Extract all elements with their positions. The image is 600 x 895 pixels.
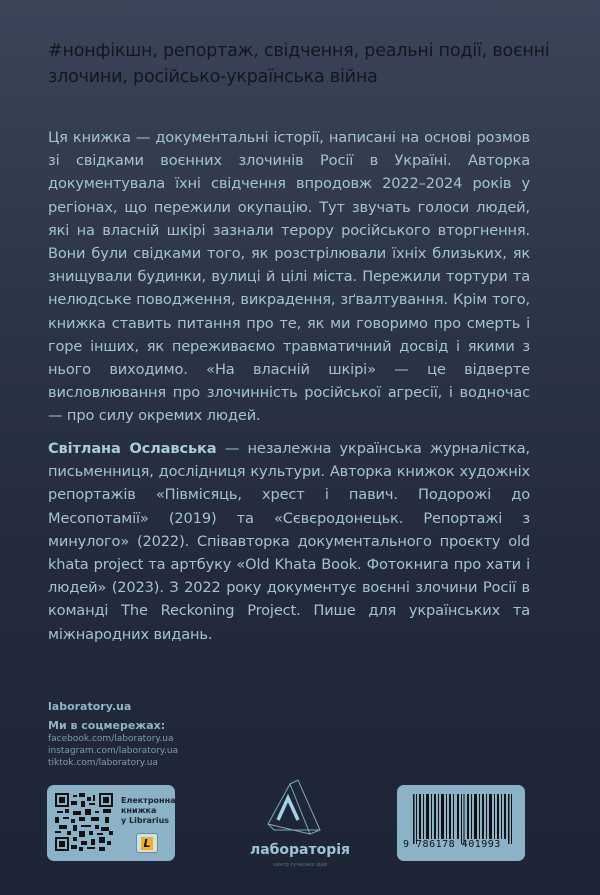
author-bio xyxy=(48,437,530,646)
publisher-tagline: центр сучасних ідей xyxy=(272,862,328,868)
publisher-name: лабораторія xyxy=(249,842,351,858)
genre-tags: #нонфікшн, репортаж, свідчення, реальні події, воєнні злочини, російсько-українська війна xyxy=(48,41,550,87)
librarius-ebook-label xyxy=(47,785,175,861)
triangle-lambda-icon xyxy=(240,770,360,840)
isbn-number: 9 786178 401993 xyxy=(403,839,501,850)
book-annotation: Ця книжка — документальні історії, написані на основі розмов зі свідками воєнних злочинів Росії в Україні. Авторка документувала їхні свідчення впродовж 2022–2024 років у регіонах, що пережили окупацію. Тут звучать голоси людей, які на власній шкірі зазнали терору російського вторгнення. Вони були свідками того, як розстрілювали їхніх близьких, як знищували будинки, вулиці й цілі міста. Пережили тортури та нелюдське поводження, викрадення, зґвалтування. Крім того, книжка ставить питання про те, як ми говоримо про смерть і горе інших, як переживаємо травматичний досвід і якими з нього виходимо. «На власній шкірі» — це відверте висловлювання про злочинність російської агресії, і водночас — про силу окремих людей. xyxy=(48,129,530,425)
social-link-facebook[interactable]: facebook.com/laboratory.ua xyxy=(48,734,174,744)
librarius-line-2: книжка xyxy=(121,806,157,815)
social-link-instagram[interactable]: instagram.com/laboratory.ua xyxy=(48,746,179,756)
barcode-icon xyxy=(413,794,513,844)
publisher-contacts xyxy=(48,700,248,769)
qr-code-icon[interactable] xyxy=(55,793,113,851)
librarius-app-icon xyxy=(136,833,158,853)
barcode-label xyxy=(397,785,525,861)
librarius-line-3: у Librarius xyxy=(121,816,170,825)
publisher-logo xyxy=(240,770,360,895)
librarius-line-1: Електронна xyxy=(121,796,176,805)
librarius-icon-letter: L xyxy=(141,837,153,850)
author-bio-text: — незалежна українська журналістка, письменниця, дослідниця культури. Авторка книжок художніх репортажів «Півмісяць, хрест і павич. Подорожі до Месопотамії» (2019) та «Сєвєродонецьк. Репортажі з минулого» (2022). Співавторка документального проєкту old khata project та артбуку «Old Khata Book. Фотокнига про хати і людей» (2023). З 2022 року документує воєнні злочини Росії в команді The Reckoning Project. Пише для українських та міжнародних видань. xyxy=(48,440,530,643)
librarius-text xyxy=(121,796,175,826)
website-link[interactable]: laboratory.ua xyxy=(48,700,132,713)
social-heading: Ми в соцмережах: xyxy=(48,719,166,732)
author-name: Світлана Ославська xyxy=(48,440,217,457)
social-link-tiktok[interactable]: tiktok.com/laboratory.ua xyxy=(48,758,158,768)
